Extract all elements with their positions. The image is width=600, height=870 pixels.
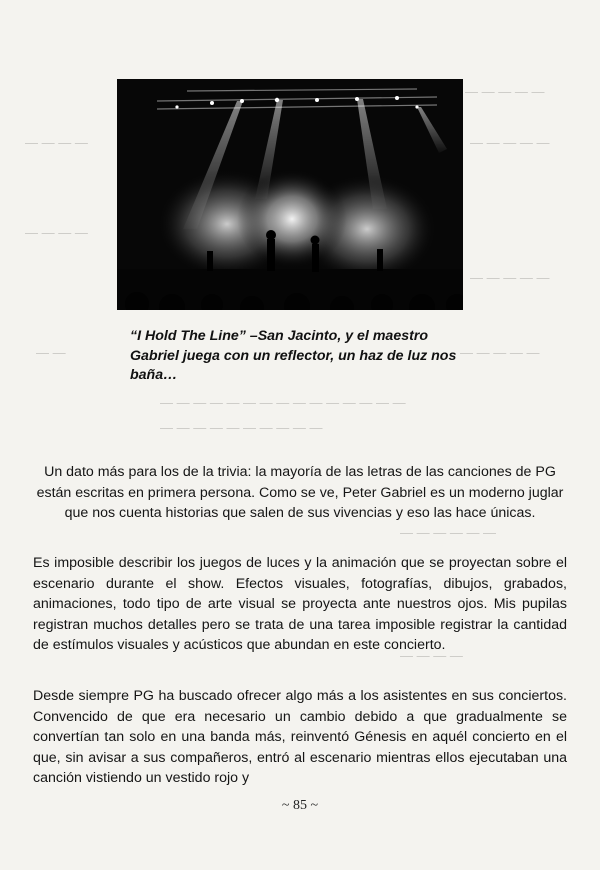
paragraph: Desde siempre PG ha buscado ofrecer algo más a los asistentes en sus conciertos. Convencido de que era necesario un cambio debido a que gradualmente se convertían tan solo en una banda más, reinventó Génesis en aquél concierto en el que, sin avisar a sus compañeros, entró al escenario mientras ellos ejecutaban una canción vistiendo un vestido rojo y	[33, 688, 567, 787]
bleed-through-text: — — — — —	[470, 135, 550, 150]
concert-photo-image	[117, 79, 463, 310]
bleed-through-text: — — — — — —	[400, 525, 497, 540]
page-number: ~ 85 ~	[281, 798, 319, 813]
bleed-through-text: — — — — —	[460, 345, 540, 360]
bleed-through-text: — — — — — — — — — — — — — — —	[160, 395, 406, 410]
concert-photo	[117, 79, 463, 310]
bleed-through-text: — — — —	[25, 135, 88, 150]
bleed-through-text: — — — — —	[470, 270, 550, 285]
bleed-through-text: — — — — — — — — — —	[160, 420, 323, 435]
paragraph: Es imposible describir los juegos de luces y la animación que se proyectan sobre el escenario durante el show. Efectos visuales, fotografías, dibujos, grabados, animaciones, todo tipo de arte visual se proyecta ante nuestros ojos. Mis pupilas registran muchos detalles pero se trata de una tarea imposible registrar la cantidad de estímulos visuales y acústicos que abundan en este concierto.	[33, 555, 567, 654]
bleed-through-text: — — — —	[25, 225, 88, 240]
bleed-through-text: — —	[36, 345, 66, 360]
photo-caption: “I Hold The Line” –San Jacinto, y el maestro Gabriel juega con un reflector, un haz de luz nos baña…	[130, 328, 457, 383]
bleed-through-text: — — — —	[400, 648, 463, 663]
paragraph: Un dato más para los de la trivia: la mayoría de las letras de las canciones de PG están escritas en primera persona. Como se ve, Peter Gabriel es un moderno juglar que nos cuenta historias que salen de sus vivencias y eso las hace únicas.	[36, 464, 564, 522]
bleed-through-text: — — — — —	[465, 84, 545, 99]
